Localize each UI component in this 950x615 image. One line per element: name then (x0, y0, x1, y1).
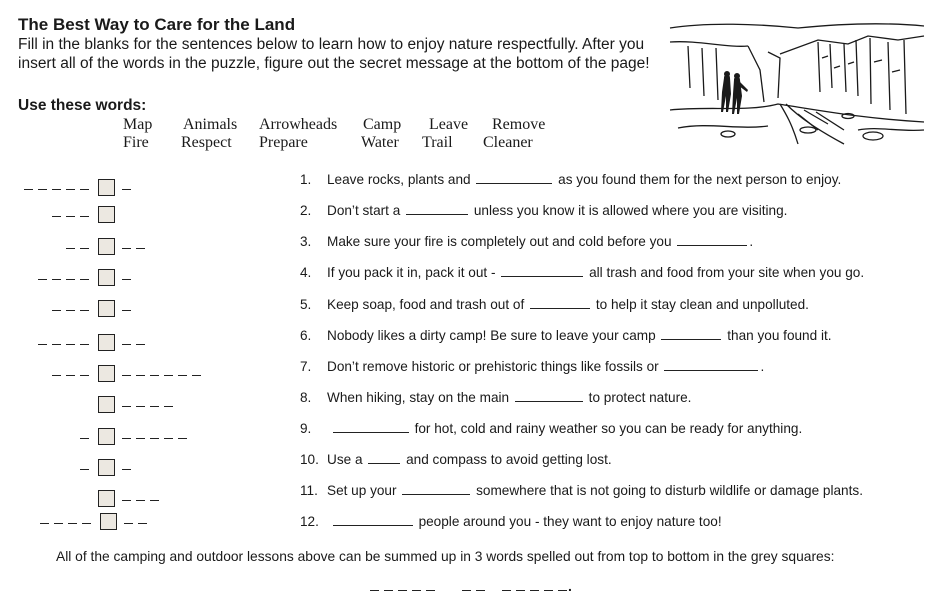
word-animals: Animals (183, 116, 238, 133)
answer-blank[interactable] (661, 328, 721, 340)
instructions: Fill in the blanks for the sentences below to learn how to enjoy nature respectfully. After you insert all of the words in the puzzle, figure out the secret message at the bottom of the page! (18, 36, 650, 72)
page-title: The Best Way to Care for the Land (18, 15, 296, 34)
answer-period: . (568, 578, 572, 594)
grey-square[interactable] (98, 269, 115, 286)
grey-square[interactable] (98, 300, 115, 317)
question-1: 1. Leave rocks, plants and as you found them for the next person to enjoy. (300, 172, 842, 187)
grey-square[interactable] (98, 490, 115, 507)
answer-blank[interactable] (530, 297, 590, 309)
grey-square[interactable] (98, 365, 115, 382)
question-5: 5. Keep soap, food and trash out of to help it stay clean and unpolluted. (300, 297, 809, 312)
answer-blank[interactable] (406, 203, 468, 215)
word-prepare: Prepare (259, 134, 308, 151)
answer-blank[interactable] (515, 390, 583, 402)
answer-blank[interactable] (677, 234, 747, 246)
answer-blank[interactable] (476, 172, 552, 184)
word-cleaner: Cleaner (483, 134, 533, 151)
word-water: Water (361, 134, 399, 151)
question-8: 8. When hiking, stay on the main to protect nature. (300, 390, 692, 405)
question-4: 4. If you pack it in, pack it out - all trash and food from your site when you go. (300, 265, 865, 280)
word-leave: Leave (429, 116, 469, 133)
answer-blank[interactable] (501, 265, 583, 277)
grey-square[interactable] (98, 396, 115, 413)
question-12: 12. people around you - they want to enjoy nature too! (300, 514, 722, 529)
summary-text: All of the camping and outdoor lessons above can be summed up in 3 words spelled out from top to bottom in the grey squares: (56, 549, 835, 564)
question-2: 2. Don’t start a unless you know it is allowed where you are visiting. (300, 203, 788, 218)
word-fire: Fire (123, 134, 149, 151)
grey-square[interactable] (98, 459, 115, 476)
answer-blank[interactable] (402, 483, 470, 495)
hikers-canyon-illustration (668, 18, 926, 146)
word-trail: Trail (422, 134, 453, 151)
word-arrowheads: Arrowheads (259, 116, 338, 133)
question-10: 10. Use a and compass to avoid getting lost. (300, 452, 612, 467)
grey-square[interactable] (100, 513, 117, 530)
question-6: 6. Nobody likes a dirty camp! Be sure to leave your camp than you found it. (300, 328, 832, 343)
answer-blank[interactable] (664, 359, 758, 371)
grey-square[interactable] (98, 238, 115, 255)
question-7: 7. Don’t remove historic or prehistoric things like fossils or . (300, 359, 765, 374)
word-respect: Respect (181, 134, 232, 151)
word-remove: Remove (492, 116, 546, 133)
grey-square[interactable] (98, 428, 115, 445)
word-bank-label: Use these words: (18, 97, 147, 114)
grey-square[interactable] (98, 206, 115, 223)
question-11: 11. Set up your somewhere that is not going to disturb wildlife or damage plants. (300, 483, 863, 498)
answer-blank[interactable] (333, 514, 413, 526)
answer-blank[interactable] (333, 421, 409, 433)
answer-blank[interactable] (368, 452, 400, 464)
grey-square[interactable] (98, 179, 115, 196)
grey-square[interactable] (98, 334, 115, 351)
word-camp: Camp (363, 116, 402, 133)
word-map: Map (123, 116, 153, 133)
question-9: 9. for hot, cold and rainy weather so you can be ready for anything. (300, 421, 803, 436)
question-3: 3. Make sure your fire is completely out and cold before you . (300, 234, 754, 249)
